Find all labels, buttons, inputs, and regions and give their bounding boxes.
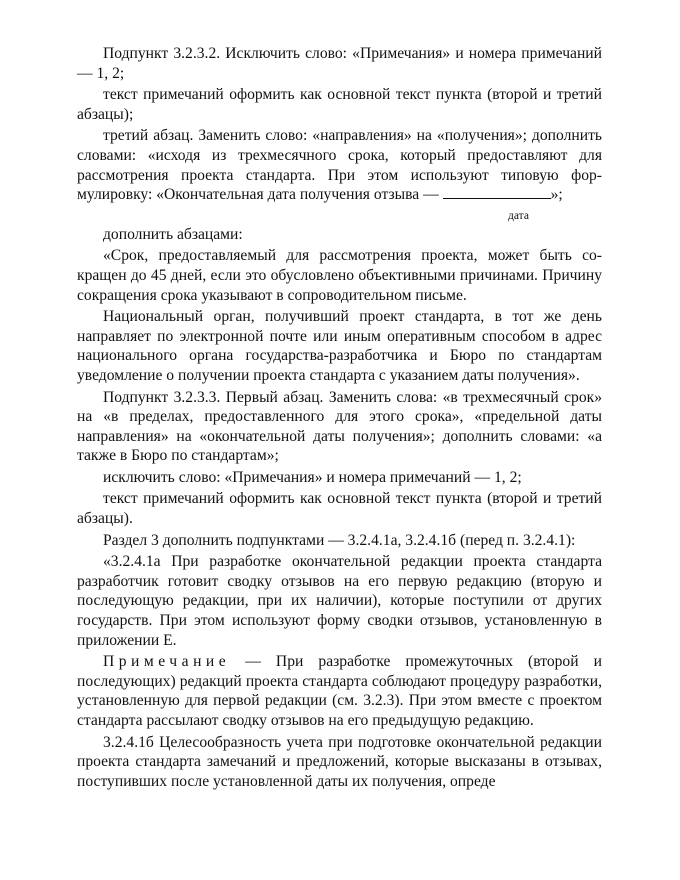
paragraph-exclude-notes: исключить слово: «Примечания» и номера примечаний — 1, 2;: [103, 468, 522, 486]
paragraph-add-abzacs: дополнить абзацами:: [103, 225, 243, 243]
note-label: Примечание: [103, 653, 231, 671]
date-blank-line: [443, 185, 551, 199]
date-caption: дата: [508, 209, 529, 222]
paragraph-3-2-4-1a: «3.2.4.1а При разработке окончательной редакции проекта стандарта разработчик готовит сводку отзывов на его первую редакцию (вторую и последующую редакции, при их наличии), которые поступили от других государств. При этом используют форму сводки отзывов, установленную в приложении Е.: [77, 553, 602, 649]
paragraph-third-abzac: [77, 126, 602, 204]
paragraph-3-2-4-1b: 3.2.4.1б Целесообразность учета при подготовке окончательной редакции проекта стандарта замечаний и предложений, которые высказаны в отзывах, поступивших после установленной даты их получения, опреде: [77, 733, 602, 790]
paragraph-third-abzac-text: третий абзац. Заменить слово: «направления» на «получения»; дополнить словами: «исходя из трехмесячного срока, который предоставляют для рассмотрения проекта стандарта. При этом используют типовую формулировку: «Окончательная дата получения отзыва —: [77, 127, 602, 204]
document-page: [77, 44, 602, 793]
note-text: — При разработке промежуточных (второй и последующих) редакций проекта стандарта соблюдают процедуру разработки, установленную для первой редакции (см. 3.2.3). При этом вместе с проектом стандарта рассылают сводку отзывов на его предыдущую редакцию.: [77, 653, 602, 729]
date-caption-line: [77, 207, 602, 225]
paragraph-note: [77, 652, 602, 730]
paragraph-notes-text-2: текст примечаний оформить как основной текст пункта (второй и третий абзацы).: [77, 490, 602, 528]
paragraph-notes-text: текст примечаний оформить как основной текст пункта (второй и третий абзацы);: [77, 86, 602, 123]
paragraph-section-3-add: Раздел 3 дополнить подпунктами — 3.2.4.1а, 3.2.4.1б (перед п. 3.2.4.1):: [103, 531, 576, 549]
paragraph-review-period: «Срок, предоставляемый для рассмотрения проекта, может быть сокращен до 45 дней, если это обусловлено объективными причинами. Причину сокращения срока указывают в сопроводительном письме.: [77, 247, 602, 304]
paragraph-national-body: Национальный орган, получивший проект стандарта, в тот же день направляет по электронной почте или иным оперативным способом в адрес национального органа государства-разработчика и Бюро по стандартам уведомление о получении проекта стандарта с указанием даты получения».: [77, 308, 602, 384]
paragraph-subclause-3-2-3-2: Подпункт 3.2.3.2. Исключить слово: «Примечания» и номера примечаний — 1, 2;: [77, 45, 602, 82]
paragraph-subclause-3-2-3-3: Подпункт 3.2.3.3. Первый абзац. Заменить слова: «в трехмесячный срок» на «в пределах, предоставленного для этого срока», «предельной даты направления» на «окончательной даты получения»; дополнить словами: «а также в Бюро по стандартам»;: [77, 388, 602, 465]
paragraph-third-abzac-end: »;: [550, 186, 563, 204]
